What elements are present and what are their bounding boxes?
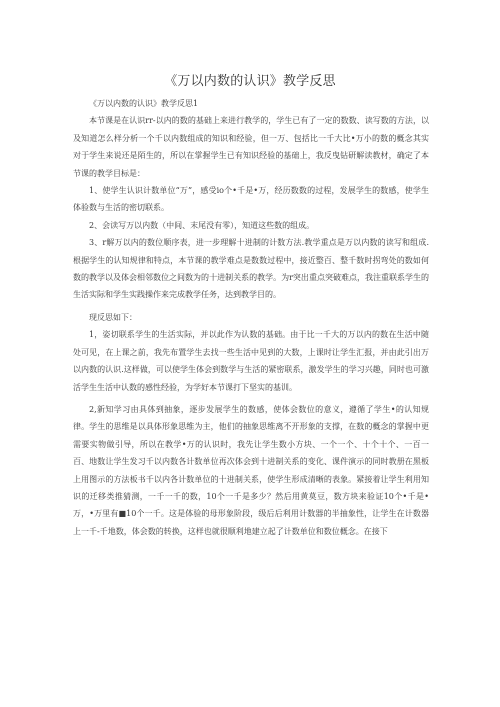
goal-item-3: 3、r解万以内的数位顺序表，进一步理解十进制的计数方法.教学重点是万以内数的读写和组成.根据学生的认知规律和特点，本节课的教学难点是数数过程中，接近整百、整千数时拐弯处的数如何数的教学以及体会相邻数位之间数为的十进制关系的教学。为r突出重点突破难点，我注重联系学生的生活实际和学生实践操作来完成教学任务，达到教学目的。 bbox=[73, 238, 429, 300]
reflection-point-2: 2,新知学习由具体到抽象，逐步发展学生的数感，使体会数位的意义，遵循了学生•的认知规律。学生的思维是以具体形象思维为主，他们的抽象思维离不开形象的支撑，在数的概念的掌握中更需要实物做引导，所以在教学•万的认识时，我先让学生数小方块、一个一个、十个十个、一百一百、地数让学生发习千以内数各计数单位再次体会到十进制关系的变化、课件演示的同时教册在黑板上用图示的方法板书千以内各计数单位的十进制关系，使学生形成清晰的表象。紧接着让学生利用知识的迁移类推猜测，一千一千的数，10个一千是多少？然后用黄莫豆，数方块来验证10个•千是•万，•万里有■10个一千。这是体验的母形象阶段，级后后利用计数器的半抽象性，让学生在计数器上一千-千地数，体会数的转换，这样也就很顺利地建立起了计数单位和数位概念。在接下 bbox=[73, 404, 429, 536]
section-heading: 《万以内数的认识》教学反思1 bbox=[89, 99, 199, 108]
document-title: 《万以内数的认识》教学反思 bbox=[164, 74, 336, 89]
reflection-lead: 现反思如下： bbox=[89, 312, 137, 322]
document-body bbox=[73, 95, 429, 540]
goal-item-2: 2、会读写万以内数（中间、末尾没有零），知道这些数的组成。 bbox=[89, 220, 315, 230]
paragraph-intro: 本节课是在认识rr-以内的数的基础上来进行教学的，学生已有了一定的数数、读写数的方法，以及知道怎么样分析一个千以内数组成的知识和经验，但一万、包括比一千大比•万小的数的概念其实对于学生来说还是陌生的，所以在掌握学生已有知识经验的基础上，我反曳钻研解读教材，确定了本节课的教学目标是： bbox=[73, 116, 429, 178]
reflection-point-1: 1，姿切联系学生的生活实际，并以此作为认数的基础。由于比一千大的万以内的数在生活中随处可见，在上课之前，我先布置学生去找一些生活中见到的大数，上课时让学生汇报，并由此引出万以内数的认识.这样做，可以使学生体会到数学与生活的紧密联系，激发学生的学习兴趣，同时也可激活学生生活中认数的感性经验，为学好本节课打下坚实的基训。 bbox=[73, 330, 429, 392]
goal-item-1: 1、使学生认识计数单位“万”，感受io个•千是•万，经历数数的过程，发展学生的数感，使学生体验数与生活的密切联系。 bbox=[73, 186, 429, 213]
